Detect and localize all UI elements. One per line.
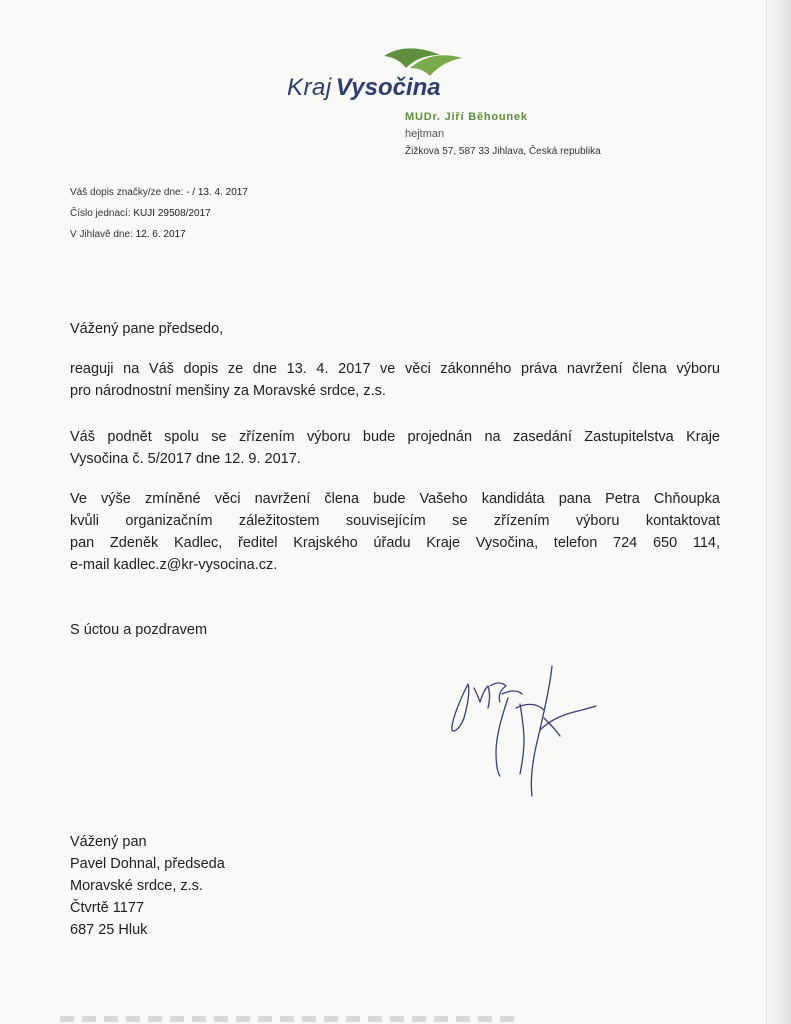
signature-icon (440, 656, 600, 806)
paragraph-3-line-1: Ve výše zmíněné věci navržení člena bude Vašeho kandidáta pana Petra Chňoupka (70, 491, 720, 507)
sender-role: hejtman (405, 128, 445, 140)
page-edge-shadow (763, 0, 791, 1024)
ref-date-row (70, 224, 248, 245)
paragraph-1 (70, 358, 720, 402)
paragraph-3-line-4: e-mail kadlec.z@kr-vysocina.cz. (70, 557, 278, 573)
paragraph-2-line-2: Vysočina č. 5/2017 dne 12. 9. 2017. (70, 451, 301, 467)
page-edge-line (766, 0, 767, 1024)
salutation: Vážený pane předsedo, (70, 321, 224, 337)
paragraph-2 (70, 426, 720, 470)
addressee-block (70, 831, 225, 941)
addressee-line-3: Moravské srdce, z.s. (70, 878, 203, 894)
ref-date-label: V Jihlavě dne: (70, 229, 133, 240)
addressee-line-1: Vážený pan (70, 834, 147, 850)
paragraph-2-line-1: Váš podnět spolu se zřízením výboru bude projednán na zasedání Zastupitelstva Kraje (70, 429, 720, 445)
paragraph-3-line-3: pan Zdeněk Kadlec, ředitel Krajského úřadu Kraje Vysočina, telefon 724 650 114, (70, 535, 720, 551)
addressee-line-2: Pavel Dohnal, předseda (70, 856, 225, 872)
paragraph-1-line-2: pro národnostní menšiny za Moravské srdce, z.s. (70, 383, 386, 399)
paragraph-3-line-2: kvůli organizačním záležitostem souvisejícím se zřízením výboru kontaktovat (70, 513, 720, 529)
paragraph-1-line-1: reaguji na Váš dopis ze dne 13. 4. 2017 ve věci zákonného práva navržení člena výboru (70, 361, 720, 377)
logo-word-vysocina: Vysočina (335, 74, 441, 101)
ref-letter-value: - / 13. 4. 2017 (186, 187, 248, 198)
logo-wordmark (287, 74, 441, 102)
reference-block (70, 182, 248, 245)
ref-number-label: Číslo jednací: (70, 208, 131, 219)
addressee-line-4: Čtvrtě 1177 (70, 900, 144, 916)
sender-name: MUDr. Jiří Běhounek (405, 111, 528, 123)
closing-line: S úctou a pozdravem (70, 622, 208, 638)
paragraph-3 (70, 488, 720, 576)
sender-block (405, 109, 601, 160)
ref-number-value: KUJI 29508/2017 (133, 208, 211, 219)
footer-cutoff-text (60, 1016, 520, 1022)
sender-address: Žižkova 57, 587 33 Jihlava, Česká republika (405, 146, 601, 157)
ref-date-value: 12. 6. 2017 (135, 229, 186, 240)
logo-word-kraj: Kraj (287, 74, 332, 101)
ref-letter-row (70, 182, 248, 203)
ref-letter-label: Váš dopis značky/ze dne: (70, 187, 184, 198)
ref-number-row (70, 203, 248, 224)
addressee-line-5: 687 25 Hluk (70, 922, 148, 938)
